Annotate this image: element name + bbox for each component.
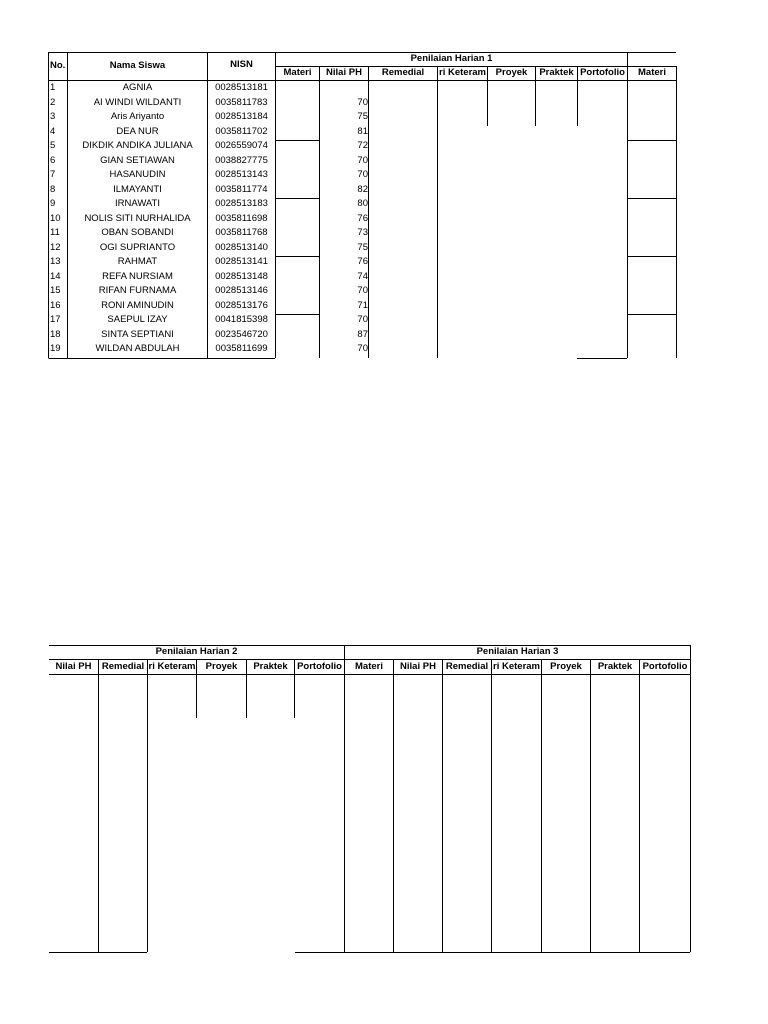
- row-student-name: Aris Ariyanto: [110, 111, 165, 122]
- row-nisn: 0026559074: [215, 140, 268, 151]
- header-nama-siswa: Nama Siswa: [109, 60, 166, 71]
- row-student-name: SAEPUL IZAY: [107, 314, 168, 325]
- subheader-remedial: Remedial: [101, 661, 145, 672]
- row-student-name: DIKDIK ANDIKA JULIANA: [82, 140, 193, 151]
- row-student-name: RIFAN FURNAMA: [98, 285, 177, 296]
- row-nilai-ph: 76: [357, 213, 368, 224]
- row-nisn: 0028513140: [215, 242, 268, 253]
- row-no: 11: [50, 227, 60, 238]
- row-nisn: 0028513176: [215, 300, 268, 311]
- row-nisn: 0035811768: [215, 227, 268, 238]
- row-nisn: 0028513141: [215, 256, 268, 267]
- row-nisn: 0028513183: [215, 198, 268, 209]
- row-student-name: WILDAN ABDULAH: [95, 343, 180, 354]
- row-student-name: OGI SUPRIANTO: [99, 242, 176, 253]
- row-nisn: 0035811699: [215, 343, 268, 354]
- row-nisn: 0028513148: [215, 271, 268, 282]
- header-penilaian-harian-1: Penilaian Harian 1: [410, 53, 493, 64]
- row-nisn: 0028513143: [215, 169, 268, 180]
- row-nisn: 0028513184: [215, 111, 268, 122]
- subheader-remedial: Remedial: [381, 67, 425, 78]
- row-no: 17: [50, 314, 61, 325]
- row-nilai-ph: 70: [357, 343, 368, 354]
- row-nilai-ph: 80: [357, 198, 368, 209]
- row-no: 6: [50, 155, 56, 166]
- row-no: 4: [50, 126, 56, 137]
- subheader-ri-keteram: ri Keteram: [148, 661, 196, 672]
- subheader-materi: Materi: [355, 661, 383, 672]
- row-nilai-ph: 70: [357, 97, 368, 108]
- row-student-name: IRNAWATI: [114, 198, 161, 209]
- subheader-praktek: Praktek: [597, 661, 633, 672]
- row-no: 9: [50, 198, 56, 209]
- row-student-name: HASANUDIN: [109, 169, 166, 180]
- row-nilai-ph: 82: [357, 184, 368, 195]
- row-no: 18: [50, 329, 61, 340]
- row-no: 8: [50, 184, 56, 195]
- row-nilai-ph: 87: [357, 329, 368, 340]
- row-nilai-ph: 75: [357, 111, 368, 122]
- row-no: 15: [50, 285, 61, 296]
- row-nilai-ph: 70: [357, 314, 368, 325]
- row-student-name: REFA NURSIAM: [102, 271, 173, 282]
- row-student-name: OBAN SOBANDI: [101, 227, 174, 238]
- row-no: 14: [50, 271, 61, 282]
- header-nisn: NISN: [230, 59, 253, 70]
- row-student-name: ILMAYANTI: [113, 184, 162, 195]
- row-nilai-ph: 81: [357, 126, 368, 137]
- subheader-portofolio: Portofolio: [580, 67, 625, 78]
- row-nisn: 0035811774: [215, 184, 268, 195]
- row-no: 19: [50, 343, 61, 354]
- row-nilai-ph: 71: [357, 300, 368, 311]
- row-nisn: 0028513146: [215, 285, 268, 296]
- subheader-proyek: Proyek: [495, 67, 528, 78]
- row-nilai-ph: 74: [357, 271, 368, 282]
- row-student-name: NOLIS SITI NURHALIDA: [84, 213, 191, 224]
- row-no: 5: [50, 140, 56, 151]
- row-student-name: AI WINDI WILDANTI: [93, 97, 182, 108]
- row-nilai-ph: 70: [357, 169, 368, 180]
- row-no: 16: [50, 300, 61, 311]
- subheader-proyek: Proyek: [205, 661, 238, 672]
- row-nilai-ph: 70: [357, 155, 368, 166]
- subheader-nilai-ph: Nilai PH: [326, 67, 362, 78]
- row-student-name: RONI AMINUDIN: [101, 300, 174, 311]
- row-nilai-ph: 75: [357, 242, 368, 253]
- row-nisn: 0035811702: [215, 126, 268, 137]
- subheader-praktek: Praktek: [253, 661, 288, 672]
- row-no: 3: [50, 111, 56, 122]
- row-nisn: 0041815398: [215, 314, 268, 325]
- subheader-proyek: Proyek: [550, 661, 582, 672]
- row-no: 1: [50, 82, 56, 93]
- row-no: 13: [50, 256, 61, 267]
- subheader-materi: Materi: [283, 67, 312, 78]
- subheader-materi: Materi: [638, 67, 666, 78]
- subheader-praktek: Praktek: [539, 67, 574, 78]
- row-student-name: RAHMAT: [117, 256, 158, 267]
- row-nilai-ph: 72: [357, 140, 368, 151]
- row-nilai-ph: 76: [357, 256, 368, 267]
- row-nisn: 0035811783: [215, 97, 268, 108]
- header-penilaian-harian-3: Penilaian Harian 3: [476, 646, 559, 657]
- header-penilaian-harian-2: Penilaian Harian 2: [155, 646, 238, 657]
- subheader-remedial: Remedial: [445, 661, 489, 672]
- score-table-top: [0, 0, 768, 370]
- row-nisn: 0035811698: [215, 213, 268, 224]
- row-nisn: 0023546720: [215, 329, 268, 340]
- subheader-ri-keteram: ri Keteram: [439, 67, 486, 78]
- row-student-name: GIAN SETIAWAN: [100, 155, 175, 166]
- subheader-nilai-ph: Nilai PH: [55, 661, 92, 672]
- row-nisn: 0028513181: [215, 82, 268, 93]
- row-no: 12: [50, 242, 61, 253]
- row-nisn: 0038827775: [215, 155, 268, 166]
- row-nilai-ph: 70: [357, 285, 368, 296]
- row-student-name: SINTA SEPTIANI: [101, 329, 174, 340]
- header-no: No.: [50, 60, 66, 71]
- row-student-name: AGNIA: [122, 82, 153, 93]
- subheader-portofolio: Portofolio: [297, 661, 342, 672]
- row-nilai-ph: 73: [357, 227, 368, 238]
- subheader-portofolio: Portofolio: [642, 661, 688, 672]
- row-no: 7: [50, 169, 56, 180]
- row-no: 10: [50, 213, 61, 224]
- subheader-nilai-ph: Nilai PH: [400, 661, 436, 672]
- subheader-ri-keteram: ri Keteram: [493, 661, 540, 672]
- row-no: 2: [50, 97, 56, 108]
- row-student-name: DEA NUR: [116, 126, 159, 137]
